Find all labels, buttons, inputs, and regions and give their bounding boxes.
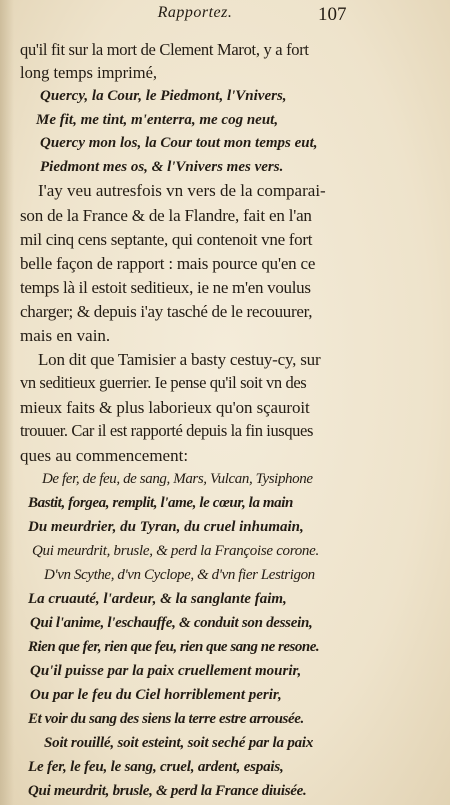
verse-line: Ou par le feu du Ciel horriblement perir, xyxy=(30,687,282,703)
page-gutter-shadow xyxy=(0,0,14,805)
running-title: Rapportez. xyxy=(157,4,233,21)
text-line: vn seditieux guerrier. Ie pense qu'il soit vn des xyxy=(20,373,307,392)
verse-line: Le fer, le feu, le sang, cruel, ardent, espais, xyxy=(28,759,284,775)
verse-line: De fer, de feu, de sang, Mars, Vulcan, Tysiphone xyxy=(42,471,313,487)
text-line: mieux faits & plus laborieux qu'on sçauroit xyxy=(20,398,310,417)
verse-line: Rien que fer, rien que feu, rien que sang ne resone. xyxy=(28,639,320,655)
page-number: 107 xyxy=(318,4,347,25)
text-line: son de la France & de la Flandre, fait en l'an xyxy=(20,206,312,225)
verse-line: Qui meurdrit, brusle, & perd la France diuisée. xyxy=(28,783,307,799)
verse-line: Du meurdrier, du Tyran, du cruel inhumain, xyxy=(28,519,304,535)
verse-line: Qu'il puisse par la paix cruellement mourir, xyxy=(30,663,302,679)
text-line: belle façon de rapport : mais pource qu'en ce xyxy=(20,254,316,273)
verse-line: D'vn Scythe, d'vn Cyclope, & d'vn fier Lestrigon xyxy=(44,567,315,583)
text-line: I'ay veu autresfois vn vers de la comparai- xyxy=(38,181,326,200)
text-line: trouuer. Car il est rapporté depuis la fin iusques xyxy=(20,421,313,440)
text-line: ques au commencement: xyxy=(20,446,189,465)
text-line: mil cinq cens septante, qui contenoit vne fort xyxy=(20,230,313,249)
verse-line: Quercy mon los, la Cour tout mon temps eut, xyxy=(40,135,318,151)
text-line: mais en vain. xyxy=(20,326,111,345)
verse-line: Qui meurdrit, brusle, & perd la Françoise corone. xyxy=(32,543,319,559)
verse-line: Soit rouillé, soit esteint, soit seché par la paix xyxy=(44,735,314,751)
verse-line: Me fit, me tint, m'enterra, me cog neut, xyxy=(36,112,279,128)
text-line: Lon dit que Tamisier a basty cestuy-cy, sur xyxy=(38,350,321,369)
verse-line: Piedmont mes os, & l'Vnivers mes vers. xyxy=(40,159,284,175)
verse-line: Quercy, la Cour, le Piedmont, l'Vnivers, xyxy=(40,88,287,104)
text-line: qu'il fit sur la mort de Clement Marot, y a fort xyxy=(20,40,309,59)
verse-line: Et voir du sang des siens la terre estre arrousée. xyxy=(28,711,304,727)
verse-line: Qui l'anime, l'eschauffe, & conduit son dessein, xyxy=(30,615,313,631)
text-line: charger; & depuis i'ay tasché de le recouurer, xyxy=(20,302,313,321)
text-line: temps là il estoit seditieux, ie ne m'en voulus xyxy=(20,278,311,297)
verse-line: La cruauté, l'ardeur, & la sanglante faim, xyxy=(28,591,287,607)
text-line: long temps imprimé, xyxy=(20,63,158,82)
verse-line: Bastit, forgea, remplit, l'ame, le cœur, la main xyxy=(28,495,293,511)
